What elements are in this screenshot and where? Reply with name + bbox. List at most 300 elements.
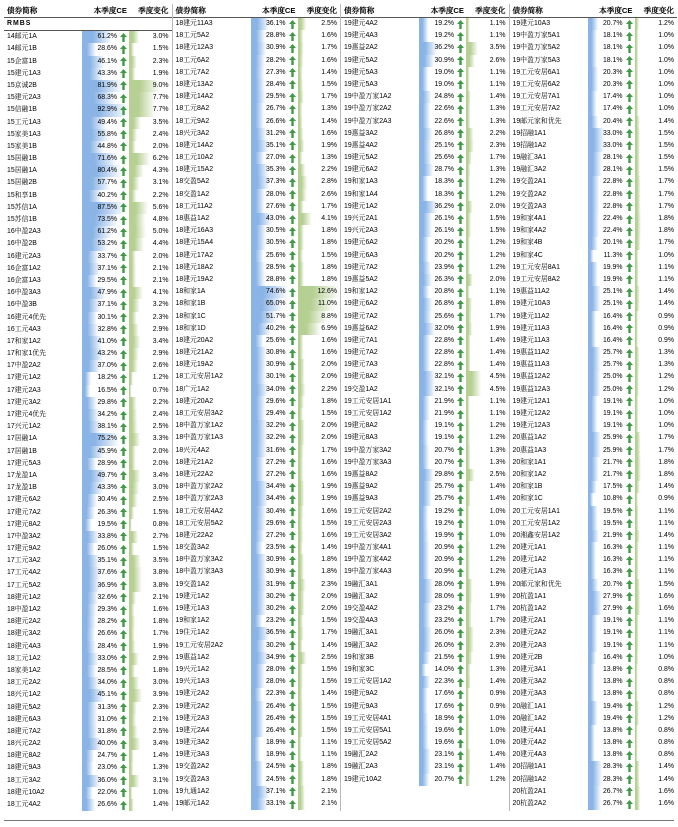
up-arrow-icon bbox=[457, 288, 464, 297]
ce-value: 43.3% bbox=[97, 69, 117, 77]
bond-name-cell: 18建元10A2 bbox=[7, 788, 45, 796]
ce-cell bbox=[588, 506, 635, 518]
ce-cell bbox=[588, 469, 635, 481]
change-cell: 1.4% bbox=[466, 359, 509, 371]
up-arrow-icon bbox=[457, 93, 464, 102]
table-row bbox=[341, 676, 509, 688]
ce-value: 26.8% bbox=[434, 129, 454, 137]
ce-cell bbox=[251, 262, 298, 274]
table-row bbox=[173, 713, 341, 725]
bond-name-cell: 18工元3A2 bbox=[7, 776, 41, 784]
ce-value: 25.7% bbox=[434, 483, 454, 491]
bond-name-cell: 17建元1A2 bbox=[7, 374, 41, 382]
change-cell: 1.2% bbox=[466, 189, 509, 201]
change-cell: 1.5% bbox=[298, 615, 341, 627]
up-arrow-icon bbox=[626, 751, 633, 760]
change-cell: 1.9% bbox=[129, 641, 172, 653]
change-cell: 1.3% bbox=[466, 164, 509, 176]
change-cell: 1.4% bbox=[298, 116, 341, 128]
change-cell: 0.9% bbox=[635, 335, 678, 347]
change-cell: 2.7% bbox=[129, 531, 172, 543]
change-cell: 0.9% bbox=[466, 701, 509, 713]
up-arrow-icon bbox=[626, 787, 633, 796]
bond-name-cell: 19建元11A3 bbox=[512, 336, 550, 344]
bond-name-cell: 18建元4A3 bbox=[7, 642, 41, 650]
ce-cell bbox=[588, 493, 635, 505]
ce-cell bbox=[251, 676, 298, 688]
up-arrow-icon bbox=[626, 434, 633, 443]
change-cell: 4.8% bbox=[129, 214, 172, 226]
ce-cell bbox=[419, 384, 466, 396]
up-arrow-icon bbox=[120, 630, 127, 639]
up-arrow-icon bbox=[120, 666, 127, 675]
ce-cell bbox=[82, 117, 129, 129]
ce-cell bbox=[82, 397, 129, 409]
change-cell: 4.5% bbox=[466, 384, 509, 396]
up-arrow-icon bbox=[289, 495, 296, 504]
table-row bbox=[173, 323, 341, 335]
up-arrow-icon bbox=[289, 434, 296, 443]
change-cell: 0.7% bbox=[129, 385, 172, 397]
ce-value: 21.5% bbox=[434, 653, 454, 661]
ce-value: 43.2% bbox=[97, 350, 117, 358]
table-row bbox=[173, 311, 341, 323]
ce-value: 26.0% bbox=[434, 629, 454, 637]
table-row bbox=[173, 189, 341, 201]
up-arrow-icon bbox=[626, 580, 633, 589]
table-row bbox=[510, 164, 678, 176]
ce-value: 30.9% bbox=[265, 556, 286, 564]
header-ce: 本季度CE bbox=[93, 6, 127, 15]
up-arrow-icon bbox=[120, 69, 127, 78]
bond-name-cell: 19建元4A2 bbox=[344, 20, 378, 27]
up-arrow-icon bbox=[626, 32, 633, 41]
ce-cell bbox=[588, 298, 635, 310]
table-row bbox=[341, 640, 509, 652]
table-row bbox=[4, 190, 172, 202]
table-row bbox=[510, 225, 678, 237]
up-arrow-icon bbox=[289, 336, 296, 345]
change-cell: 3.1% bbox=[129, 775, 172, 787]
ce-cell bbox=[419, 432, 466, 444]
change-cell: 4.4% bbox=[129, 238, 172, 250]
change-cell: 1.6% bbox=[298, 347, 341, 359]
ce-cell bbox=[82, 153, 129, 165]
table-row bbox=[173, 774, 341, 786]
ce-cell bbox=[82, 372, 129, 384]
ce-value: 16.4% bbox=[602, 336, 623, 344]
ce-cell bbox=[588, 79, 635, 91]
table-row bbox=[4, 312, 172, 324]
bond-name-cell: 19交盈4A3 bbox=[344, 617, 378, 625]
table-row bbox=[4, 68, 172, 80]
change-cell: 3.2% bbox=[129, 299, 172, 311]
bond-name-cell: 18建元16A3 bbox=[175, 227, 214, 235]
ce-value: 19.0% bbox=[434, 68, 454, 76]
ce-cell bbox=[251, 798, 298, 810]
bond-name-cell: 19和家4A2 bbox=[512, 227, 547, 235]
ce-cell bbox=[588, 371, 635, 383]
change-cell: 1.6% bbox=[298, 506, 341, 518]
table-row bbox=[510, 42, 678, 54]
table-row bbox=[341, 384, 509, 396]
ce-value: 23.1% bbox=[434, 751, 454, 759]
bond-name-cell: 18中盈万家2A2 bbox=[175, 483, 223, 491]
bond-name-cell: 16中盈2A3 bbox=[7, 228, 41, 236]
table-row bbox=[341, 189, 509, 201]
change-cell: 1.9% bbox=[466, 323, 509, 335]
bond-name-cell: 19融汇3A1 bbox=[344, 629, 378, 637]
change-cell: 1.5% bbox=[298, 713, 341, 725]
ce-value: 19.9% bbox=[602, 275, 623, 283]
ce-value: 23.2% bbox=[265, 617, 286, 625]
bond-name-cell: 19中盈万家4A1 bbox=[344, 544, 392, 552]
change-cell: 1.1% bbox=[298, 749, 341, 761]
ce-cell bbox=[82, 190, 129, 202]
ce-cell bbox=[251, 189, 298, 201]
change-cell: 3.5% bbox=[129, 555, 172, 567]
table-row bbox=[4, 507, 172, 519]
ce-value: 25.7% bbox=[602, 349, 623, 357]
ce-value: 27.0% bbox=[265, 154, 286, 162]
change-cell: 1.0% bbox=[635, 420, 678, 432]
change-cell: 1.7% bbox=[635, 176, 678, 188]
ce-value: 31.2% bbox=[265, 129, 286, 137]
table-row bbox=[173, 432, 341, 444]
ce-cell bbox=[588, 457, 635, 469]
ce-value: 29.6% bbox=[265, 397, 286, 405]
ce-cell bbox=[82, 263, 129, 275]
up-arrow-icon bbox=[120, 593, 127, 602]
ce-cell bbox=[251, 761, 298, 773]
change-cell: 4.5% bbox=[466, 371, 509, 383]
ce-value: 30.9% bbox=[265, 44, 286, 52]
change-cell: 1.0% bbox=[635, 55, 678, 67]
bond-name-cell: 19和家4B bbox=[512, 239, 543, 247]
change-cell: 2.5% bbox=[298, 18, 341, 30]
ce-cell bbox=[251, 286, 298, 298]
bond-name-cell: 16工元4A3 bbox=[7, 325, 41, 333]
bond-name-cell: 19工元安居4A1 bbox=[344, 714, 392, 722]
change-cell: 1.4% bbox=[466, 761, 509, 773]
ce-cell bbox=[82, 275, 129, 287]
change-cell: 1.3% bbox=[466, 103, 509, 115]
bond-name-cell: 17建元9A2 bbox=[7, 545, 41, 553]
up-arrow-icon bbox=[457, 275, 464, 284]
up-arrow-icon bbox=[289, 288, 296, 297]
bond-name-cell: 17工元3A2 bbox=[7, 557, 41, 565]
ce-value: 73.5% bbox=[97, 216, 117, 223]
up-arrow-icon bbox=[457, 44, 464, 53]
table-row bbox=[510, 274, 678, 286]
ce-value: 37.1% bbox=[97, 301, 117, 309]
table-row bbox=[4, 567, 172, 579]
bond-name-cell: 16企富1A2 bbox=[7, 264, 41, 272]
ce-value: 28.0% bbox=[265, 190, 286, 198]
ce-value: 13.8% bbox=[602, 678, 623, 686]
table-row bbox=[510, 18, 678, 30]
ce-value: 27.2% bbox=[265, 458, 286, 466]
bond-name-cell: 18建元9A3 bbox=[7, 764, 41, 772]
ce-cell bbox=[419, 664, 466, 676]
table-row bbox=[341, 481, 509, 493]
table-row bbox=[510, 530, 678, 542]
ce-cell bbox=[419, 566, 466, 578]
bond-name-cell: 18建元3A2 bbox=[7, 630, 41, 638]
up-arrow-icon bbox=[120, 374, 127, 383]
up-arrow-icon bbox=[457, 263, 464, 272]
ce-value: 18.3% bbox=[434, 190, 454, 198]
ce-value: 20.2% bbox=[434, 239, 454, 247]
table-row bbox=[341, 237, 509, 249]
up-arrow-icon bbox=[457, 56, 464, 65]
bond-name-cell: 20邮元家和优先 bbox=[512, 580, 562, 588]
table-row bbox=[510, 566, 678, 578]
bond-name-cell: 19建元5A3 bbox=[344, 80, 378, 88]
up-arrow-icon bbox=[120, 435, 127, 444]
ce-cell bbox=[251, 786, 298, 798]
ce-cell bbox=[82, 604, 129, 616]
bond-name-cell: 18建元2A2 bbox=[7, 618, 41, 626]
table-row bbox=[510, 298, 678, 310]
ce-value: 46.1% bbox=[97, 57, 117, 65]
ce-value: 28.1% bbox=[602, 154, 623, 162]
bond-name-cell: 20和家1A2 bbox=[512, 470, 547, 478]
bond-name-cell: 18兴元4A2 bbox=[175, 446, 210, 454]
up-arrow-icon bbox=[289, 458, 296, 467]
up-arrow-icon bbox=[289, 726, 296, 735]
ce-cell bbox=[419, 420, 466, 432]
bond-name-cell: 19工元安居1A2 bbox=[344, 678, 392, 686]
bond-name-cell: 20杭盈1A1 bbox=[512, 592, 547, 600]
bond-name-cell: 20和家1A1 bbox=[512, 458, 547, 466]
ce-cell bbox=[419, 542, 466, 554]
ce-value: 20.9% bbox=[434, 544, 454, 552]
ce-value: 19.1% bbox=[602, 641, 623, 649]
bond-name-cell: 18交盈3A2 bbox=[175, 544, 210, 552]
bond-name-cell: 19建元6A2 bbox=[344, 239, 378, 247]
table-row bbox=[341, 116, 509, 128]
change-cell: 11.0% bbox=[298, 298, 341, 310]
bond-name-cell: 17和家1优先 bbox=[7, 350, 47, 358]
ce-cell bbox=[588, 652, 635, 664]
ce-value: 16.4% bbox=[602, 653, 623, 661]
change-cell: 2.0% bbox=[298, 371, 341, 383]
ce-cell bbox=[419, 286, 466, 298]
ce-value: 33.8% bbox=[97, 532, 117, 540]
ce-cell bbox=[251, 250, 298, 262]
up-arrow-icon bbox=[626, 324, 633, 333]
up-arrow-icon bbox=[289, 80, 296, 89]
ce-value: 19.1% bbox=[602, 629, 623, 637]
ce-value: 34.4% bbox=[265, 483, 286, 491]
change-cell: 3.3% bbox=[129, 433, 172, 445]
table-row bbox=[510, 408, 678, 420]
ce-value: 26.4% bbox=[265, 714, 286, 722]
ce-cell bbox=[419, 457, 466, 469]
ce-cell bbox=[588, 67, 635, 79]
ce-value: 26.7% bbox=[265, 105, 286, 113]
table-row bbox=[173, 128, 341, 140]
up-arrow-icon bbox=[289, 324, 296, 333]
bond-name-cell: 19兴元2A1 bbox=[344, 215, 378, 222]
ce-value: 14.0% bbox=[434, 665, 454, 673]
bond-name-cell: 19融汇3A2 bbox=[512, 166, 547, 174]
ce-cell bbox=[82, 543, 129, 555]
bond-name-cell: 19和家1A3 bbox=[344, 178, 378, 186]
ce-cell bbox=[251, 30, 298, 42]
ce-value: 36.1% bbox=[265, 20, 286, 27]
change-cell: 2.2% bbox=[298, 164, 341, 176]
bond-name-cell: 18建元22A2 bbox=[175, 470, 214, 478]
table-row bbox=[510, 579, 678, 591]
table-rows bbox=[510, 18, 678, 810]
ce-value: 25.1% bbox=[434, 141, 454, 149]
ce-cell bbox=[419, 323, 466, 335]
ce-value: 19.6% bbox=[434, 726, 454, 734]
table-row bbox=[341, 774, 509, 786]
change-cell: 0.8% bbox=[635, 749, 678, 761]
ce-value: 26.1% bbox=[434, 227, 454, 235]
change-cell: 1.5% bbox=[635, 579, 678, 591]
ce-cell bbox=[251, 213, 298, 225]
change-cell: 1.4% bbox=[298, 688, 341, 700]
bond-name-cell: 19惠益11A2 bbox=[512, 349, 550, 357]
up-arrow-icon bbox=[457, 300, 464, 309]
ce-cell bbox=[588, 688, 635, 700]
ce-cell bbox=[588, 554, 635, 566]
ce-cell bbox=[419, 371, 466, 383]
change-cell: 1.7% bbox=[635, 445, 678, 457]
bond-name-cell: 15建元1A3 bbox=[7, 69, 41, 77]
ce-cell bbox=[251, 493, 298, 505]
bond-name-cell: 19融汇2A3 bbox=[344, 763, 378, 771]
table-row bbox=[4, 714, 172, 726]
bond-name-cell: 19建元5A2 bbox=[344, 154, 378, 162]
ce-value: 23.5% bbox=[265, 544, 286, 552]
header-bond-name: 债券简称 bbox=[175, 6, 206, 15]
change-cell: 1.3% bbox=[298, 152, 341, 164]
table-row bbox=[341, 201, 509, 213]
ce-cell bbox=[82, 519, 129, 531]
ce-value: 13.8% bbox=[602, 726, 623, 734]
ce-cell bbox=[251, 688, 298, 700]
table-row bbox=[510, 176, 678, 188]
ce-value: 28.5% bbox=[97, 666, 117, 674]
bond-name-cell: 19交盈4A2 bbox=[344, 605, 378, 612]
up-arrow-icon bbox=[626, 775, 633, 784]
change-cell: 1.5% bbox=[129, 543, 172, 555]
table-row bbox=[173, 176, 341, 188]
up-arrow-icon bbox=[626, 665, 633, 674]
bond-name-cell: 19和家1A2 bbox=[175, 617, 210, 625]
bond-name-cell: 19中盈万家3A2 bbox=[344, 446, 392, 454]
change-cell: 2.3% bbox=[129, 702, 172, 714]
change-cell: 1.8% bbox=[635, 457, 678, 469]
ce-value: 11.3% bbox=[603, 251, 623, 259]
ce-cell bbox=[251, 627, 298, 639]
change-cell: 1.0% bbox=[635, 652, 678, 664]
ce-value: 20.7% bbox=[434, 446, 454, 454]
table-row bbox=[4, 555, 172, 567]
ce-cell bbox=[251, 603, 298, 615]
up-arrow-icon bbox=[289, 763, 296, 772]
change-cell: 1.7% bbox=[298, 627, 341, 639]
table-header bbox=[510, 4, 678, 18]
change-cell: 1.4% bbox=[466, 335, 509, 347]
ce-cell bbox=[251, 749, 298, 761]
up-arrow-icon bbox=[289, 568, 296, 577]
bond-name-cell: 19住元1A2 bbox=[175, 629, 210, 637]
change-cell: 1.5% bbox=[466, 225, 509, 237]
ce-value: 18.1% bbox=[602, 56, 623, 64]
ce-cell bbox=[251, 384, 298, 396]
ce-value: 22.6% bbox=[434, 117, 454, 125]
table-row bbox=[341, 323, 509, 335]
up-arrow-icon bbox=[626, 117, 633, 126]
table-row bbox=[173, 384, 341, 396]
table-row bbox=[4, 775, 172, 787]
bond-name-cell: 18建元6A3 bbox=[7, 715, 41, 723]
ce-value: 34.0% bbox=[97, 679, 117, 687]
up-arrow-icon bbox=[626, 215, 633, 224]
up-arrow-icon bbox=[626, 446, 633, 455]
table-row bbox=[173, 542, 341, 554]
up-arrow-icon bbox=[289, 800, 296, 809]
ce-value: 35.1% bbox=[265, 141, 286, 149]
bond-name-cell: 18工元2A2 bbox=[7, 679, 41, 687]
table-row bbox=[4, 750, 172, 762]
up-arrow-icon bbox=[626, 714, 633, 723]
bond-name-cell: 19邮元1A2 bbox=[175, 800, 210, 807]
ce-cell bbox=[588, 128, 635, 140]
ce-cell bbox=[82, 775, 129, 787]
bond-name-cell: 15信融1B bbox=[7, 106, 37, 114]
bond-name-cell: 19建元8A2 bbox=[344, 373, 378, 381]
bond-name-cell: 19中盈万家2A3 bbox=[344, 117, 392, 125]
ce-cell bbox=[419, 761, 466, 773]
ce-cell bbox=[251, 542, 298, 554]
ce-value: 19.9% bbox=[434, 531, 454, 539]
bond-name-cell: 19建元2A3 bbox=[175, 714, 210, 722]
bond-name-cell: 19建元2A2 bbox=[175, 690, 210, 698]
bond-name-cell: 19中盈万家5A1 bbox=[512, 32, 560, 40]
table-row bbox=[173, 530, 341, 542]
up-arrow-icon bbox=[457, 349, 464, 358]
table-row bbox=[341, 554, 509, 566]
ce-cell bbox=[82, 348, 129, 360]
change-cell: 2.2% bbox=[129, 397, 172, 409]
bond-name-cell: 18中盈万家3A2 bbox=[175, 556, 223, 564]
change-cell: 1.7% bbox=[466, 152, 509, 164]
table-row bbox=[4, 592, 172, 604]
table-row bbox=[341, 103, 509, 115]
ce-value: 31.9% bbox=[265, 580, 286, 588]
table-row bbox=[173, 371, 341, 383]
up-arrow-icon bbox=[626, 702, 633, 711]
ce-value: 22.8% bbox=[434, 361, 454, 369]
ce-cell bbox=[251, 432, 298, 444]
up-arrow-icon bbox=[457, 568, 464, 577]
ce-value: 16.3% bbox=[602, 556, 623, 564]
change-cell: 1.4% bbox=[129, 799, 172, 811]
up-arrow-icon bbox=[289, 300, 296, 309]
table-row bbox=[510, 128, 678, 140]
ce-value: 30.8% bbox=[265, 349, 286, 357]
bond-name-cell: 18和家1C bbox=[175, 312, 206, 320]
ce-value: 36.5% bbox=[265, 629, 286, 637]
bond-name-cell: 15居融2B bbox=[7, 179, 37, 187]
